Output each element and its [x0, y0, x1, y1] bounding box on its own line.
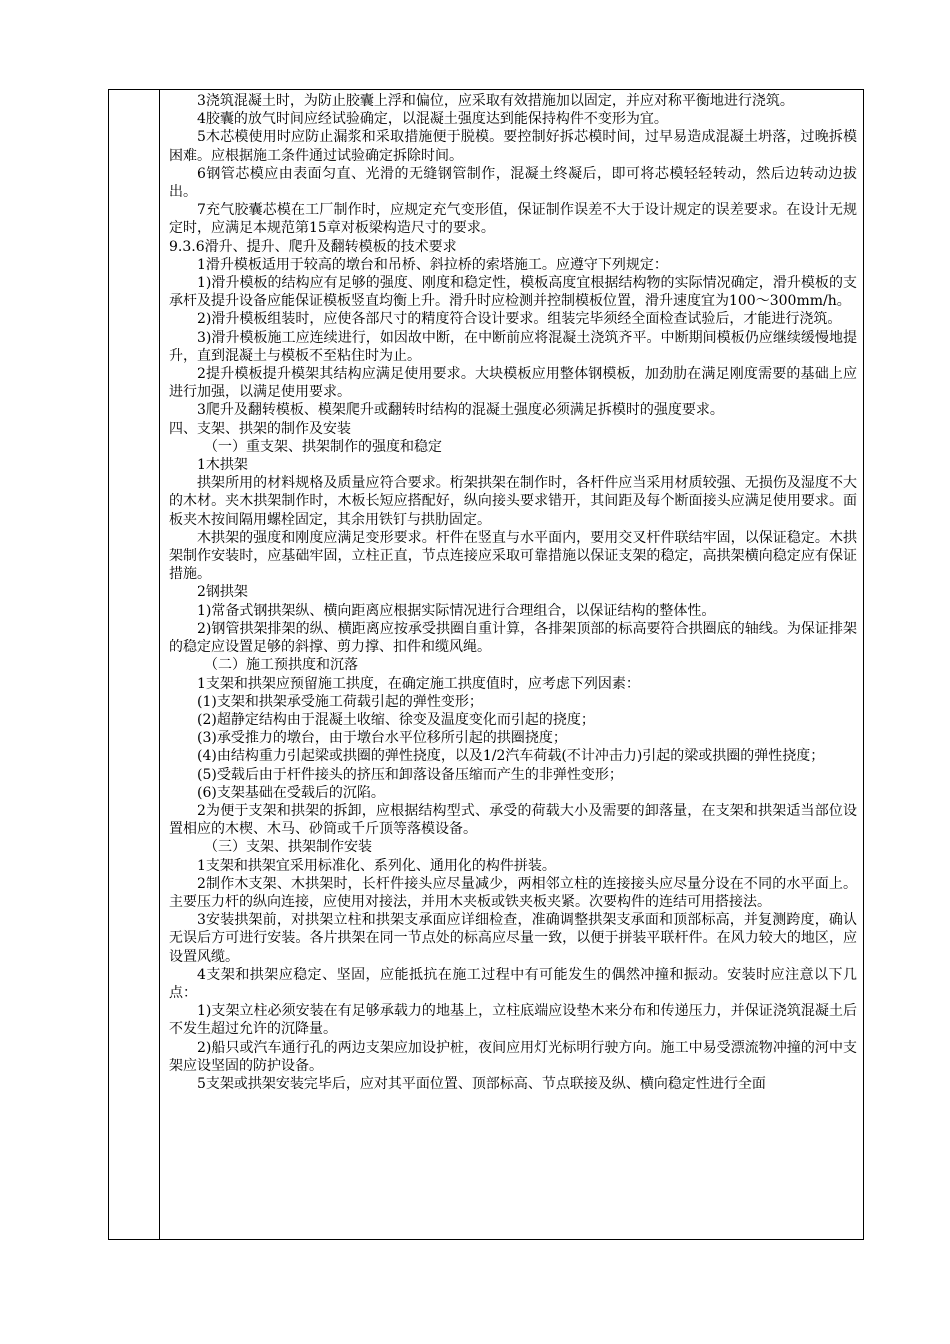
spec-text-body	[169, 92, 857, 1239]
paragraph: 2提升模板提升模架其结构应满足使用要求。大块模板应用整体钢模板，加劲肋在满足刚度需要的基础上应进行加强，以满足使用要求。	[169, 366, 857, 401]
paragraph: （二）施工预拱度和沉落	[204, 657, 358, 674]
paragraph: (3)承受推力的墩台，由于墩台水平位移所引起的拱圈挠度；	[197, 730, 567, 747]
paragraph: 9.3.6滑升、提升、爬升及翻转模板的技术要求	[169, 238, 457, 255]
paragraph: 1)支架立柱必须安装在有足够承载力的地基上，立柱底端应设垫木来分布和传递压力，并保证浇筑混凝土后不发生超过允许的沉降量。	[169, 1003, 857, 1038]
paragraph: 1)滑升模板的结构应有足够的强度、刚度和稳定性，模板高度宜根据结构物的实际情况确定，滑升模板的支承杆及提升设备应能保证模板竖直均衡上升。滑升时应检测并控制模板位置，滑升速度宜为100～300mm/h。	[169, 275, 857, 310]
paragraph: 6钢管芯模应由表面匀直、光滑的无缝钢管制作，混凝土终凝后，即可将芯模轻轻转动，然后边转动边拔出。	[169, 165, 857, 201]
paragraph: 木拱架的强度和刚度应满足变形要求。杆件在竖直与水平面内，要用交叉杆件联结牢固，以保证稳定。木拱架制作安装时，应基础牢固，立柱正直，节点连接应采取可靠措施以保证支架的稳定，高拱架横向稳定应有保证措施。	[169, 529, 857, 583]
paragraph: 1木拱架	[197, 457, 248, 474]
paragraph: 3安装拱架前，对拱架立柱和拱架支承面应详细检查，准确调整拱架支承面和顶部标高，并复测跨度，确认无误后方可进行安装。各片拱架在同一节点处的标高应尽量一致，以便于拼装平联杆件。在风力较大的地区，应设置风缆。	[169, 912, 857, 965]
paragraph: 2钢拱架	[197, 584, 248, 601]
table-left-column	[109, 90, 160, 1239]
paragraph: 1支架和拱架应预留施工拱度，在确定施工拱度值时，应考虑下列因素：	[197, 675, 640, 692]
paragraph: (4)由结构重力引起梁或拱圈的弹性挠度，以及1/2汽车荷载(不计冲击力)引起的梁或拱圈的弹性挠度；	[197, 748, 825, 765]
paragraph: 5支架或拱架安装完毕后，应对其平面位置、顶部标高、节点联接及纵、横向稳定性进行全面	[197, 1075, 766, 1092]
paragraph: （一）重支架、拱架制作的强度和稳定	[204, 438, 442, 455]
paragraph: 4支架和拱架应稳定、坚固，应能抵抗在施工过程中有可能发生的偶然冲撞和振动。安装时应注意以下几点：	[169, 966, 857, 1001]
paragraph: (6)支架基础在受载后的沉陷。	[197, 784, 385, 801]
paragraph: 2制作木支架、木拱架时，长杆件接头应尽量减少，两相邻立柱的连接接头应尽量分设在不同的水平面上。主要压力杆的纵向连接，应使用对接法，并用木夹板或铁夹板夹紧。次要构件的连结可用搭接法。	[169, 875, 857, 910]
paragraph: （三）支架、拱架制作安装	[204, 839, 372, 856]
paragraph: 3爬升及翻转模板、模架爬升或翻转时结构的混凝土强度必须满足拆模时的强度要求。	[197, 402, 724, 419]
paragraph: 2)滑升模板组装时，应使各部尺寸的精度符合设计要求。组装完毕须经全面检查试验后，才能进行浇筑。	[197, 311, 842, 328]
paragraph: 3)滑升模板施工应连续进行，如因故中断，在中断前应将混凝土浇筑齐平。中断期间模板仍应继续缓慢地提升，直到混凝土与模板不至粘住时为止。	[169, 329, 857, 364]
paragraph: 1支架和拱架宜采用标准化、系列化、通用化的构件拼装。	[197, 857, 556, 874]
paragraph: 3浇筑混凝土时，为防止胶囊上浮和偏位，应采取有效措施加以固定，并应对称平衡地进行浇筑。	[197, 93, 794, 109]
paragraph: (5)受载后由于杆件接头的挤压和卸落设备压缩而产生的非弹性变形；	[197, 766, 623, 783]
paragraph: 四、支架、拱架的制作及安装	[169, 420, 351, 437]
paragraph: (2)超静定结构由于混凝土收缩、徐变及温度变化而引起的挠度；	[197, 711, 595, 728]
paragraph: (1)支架和拱架承受施工荷载引起的弹性变形；	[197, 693, 483, 710]
paragraph: 2为便于支架和拱架的拆卸，应根据结构型式、承受的荷载大小及需要的卸落量，在支架和拱架适当部位设置相应的木楔、木马、砂筒或千斤顶等落模设备。	[169, 802, 857, 838]
paragraph: 拱架所用的材料规格及质量应符合要求。桁架拱架在制作时，各杆件应当采用材质较强、无损伤及湿度不大的木材。夹木拱架制作时，木板长短应搭配好，纵向接头要求错开，其间距及每个断面接头应满足使用要求。面板夹木按间隔用螺栓固定，其余用铁钉与拱肋固定。	[169, 475, 857, 528]
paragraph: 1)常备式钢拱架纵、横向距离应根据实际情况进行合理组合，以保证结构的整体性。	[197, 602, 716, 619]
paragraph: 2)船只或汽车通行孔的两边支架应加设护桩，夜间应用灯光标明行驶方向。施工中易受漂流物冲撞的河中支架应设坚固的防护设备。	[169, 1039, 857, 1074]
spec-table	[108, 89, 864, 1240]
paragraph: 1滑升模板适用于较高的墩台和吊桥、斜拉桥的索塔施工。应遵守下列规定：	[197, 256, 668, 273]
paragraph: 2)钢管拱架排架的纵、横距离应按承受拱圈自重计算，各排架顶部的标高要符合拱圈底的轴线。为保证排架的稳定应设置足够的斜撑、剪力撑、扣件和缆风绳。	[169, 620, 857, 656]
paragraph: 5木芯模使用时应防止漏浆和采取措施便于脱模。要控制好拆芯模时间，过早易造成混凝土坍落，过晚拆模困难。应根据施工条件通过试验确定拆除时间。	[169, 129, 857, 164]
paragraph: 4胶囊的放气时间应经试验确定，以混凝土强度达到能保持构件不变形为宜。	[197, 111, 668, 128]
paragraph: 7充气胶囊芯模在工厂制作时，应规定充气变形值，保证制作误差不大于设计规定的误差要求。在设计无规定时，应满足本规范第15章对板梁构造尺寸的要求。	[169, 202, 857, 237]
